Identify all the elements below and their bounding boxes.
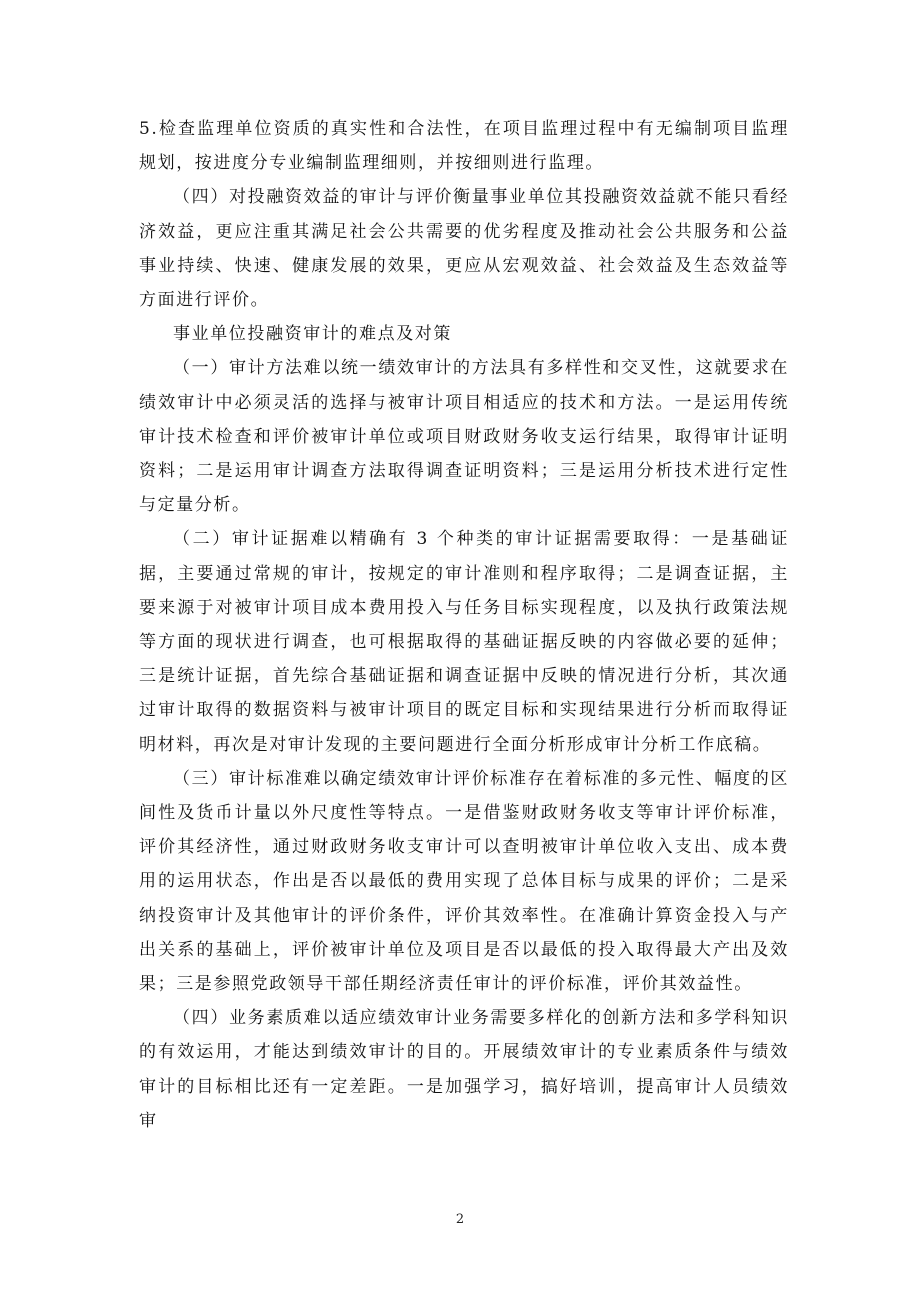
page-number: 2 xyxy=(455,1212,465,1227)
paragraph-item-5-supervision: 5.检查监理单位资质的真实性和合法性，在项目监理过程中有无编制项目监理规划，按进度分专业编制监理细则，并按细则进行监理。 xyxy=(139,119,789,174)
paragraph-investment-benefit: （四）对投融资效益的审计与评价衡量事业单位其投融资效益就不能只看经济效益，更应注重其满足社会公共需要的优劣程度及推动社会公共服务和公益事业持续、快速、健康发展的效果，更应从宏观效益、社会效益及生态效益等方面进行评价。 xyxy=(139,187,789,311)
paragraph-business-quality: （四）业务素质难以适应绩效审计业务需要多样化的创新方法和多学科知识的有效运用，才能达到绩效审计的目的。开展绩效审计的专业素质条件与绩效审计的目标相比还有一定差距。一是加强学习，搞好培训，提高审计人员绩效审 xyxy=(139,1008,789,1131)
document-body xyxy=(139,112,789,1138)
paragraph-audit-standard: （三）审计标准难以确定绩效审计评价标准存在着标准的多元性、幅度的区间性及货币计量以外尺度性等特点。一是借鉴财政财务收支等审计评价标准，评价其经济性，通过财政财务收支审计可以查明被审计单位收入支出、成本费用的运用状态，作出是否以最低的费用实现了总体目标与成果的评价；二是采纳投资审计及其他审计的评价条件，评价其效率性。在准确计算资金投入与产出关系的基础上，评价被审计单位及项目是否以最低的投入取得最大产出及效果；三是参照党政领导干部任期经济责任审计的评价标准，评价其效益性。 xyxy=(139,768,789,995)
section-heading-difficulties: 事业单位投融资审计的难点及对策 xyxy=(173,324,452,345)
paragraph-audit-evidence: （二）审计证据难以精确有 3 个种类的审计证据需要取得：一是基础证据，主要通过常规的审计，按规定的审计准则和程序取得；二是调查证据，主要来源于对被审计项目成本费用投入与任务目标实现程度，以及执行政策法规等方面的现状进行调查，也可根据取得的基础证据反映的内容做必要的延伸；三是统计证据，首先综合基础证据和调查证据中反映的情况进行分析，其次通过审计取得的数据资料与被审计项目的既定目标和实现结果进行分析而取得证明材料，再次是对审计发现的主要问题进行全面分析形成审计分析工作底稿。 xyxy=(139,529,789,755)
paragraph-audit-method: （一）审计方法难以统一绩效审计的方法具有多样性和交叉性，这就要求在绩效审计中必须灵活的选择与被审计项目相适应的技术和方法。一是运用传统审计技术检查和评价被审计单位或项目财政财务收支运行结果，取得审计证明资料；二是运用审计调查方法取得调查证明资料；三是运用分析技术进行定性与定量分析。 xyxy=(139,358,789,516)
